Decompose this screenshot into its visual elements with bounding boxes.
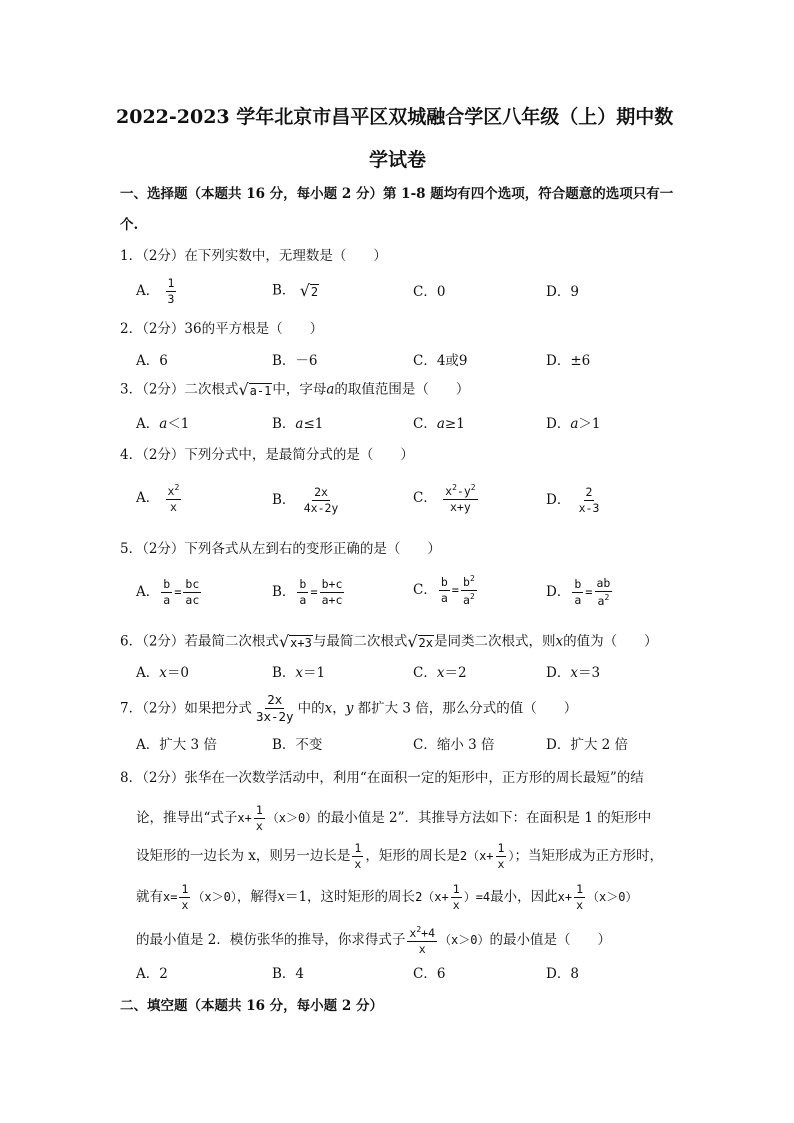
equals-sign: = <box>585 585 593 600</box>
stem-text: ，解得 <box>236 889 278 906</box>
variable: x <box>159 665 167 681</box>
term: +4 <box>421 926 436 940</box>
expression: ） <box>508 849 515 864</box>
variable: a <box>436 416 445 432</box>
q7-option-b: B．不变 <box>272 737 323 753</box>
numerator <box>461 574 477 591</box>
denominator: x <box>497 857 505 872</box>
option-label: B． <box>272 492 296 509</box>
q3-option-b <box>272 418 323 432</box>
stem-text: 就有 <box>136 889 163 906</box>
option-label: C． <box>413 416 437 432</box>
q7-stem <box>120 693 577 725</box>
stem-text: 是同类二次根式，则 <box>433 633 556 650</box>
section1-heading: 一、选择题（本题共 16 分，每小题 2 分）第 1-8 题均有四个选项，符合题意的选项只有一 <box>120 186 674 202</box>
option-text: ＝0 <box>166 665 189 681</box>
expression: 2（x+ <box>459 849 494 864</box>
exam-title-line1: 2022-2023 学年北京市昌平区双城融合学区八年级（上）期中数 <box>116 106 674 128</box>
radicand: 2x <box>418 635 433 650</box>
term: x <box>409 926 417 940</box>
q8-option-a: A．2 <box>136 966 168 982</box>
fraction <box>352 842 363 871</box>
option-label: C． <box>413 582 437 599</box>
denominator: x <box>181 898 189 913</box>
option-text: ＝2 <box>444 665 467 681</box>
stem-text: 的最小值是 2”．其推导方法如下：在面积是 1 的矩形中 <box>317 810 652 827</box>
radicand: x+3 <box>290 635 312 650</box>
expression: 2（x+ <box>415 890 449 905</box>
fraction <box>574 883 585 912</box>
option-label: B． <box>272 665 296 681</box>
denominator: a <box>163 593 171 608</box>
numerator: b <box>572 578 583 593</box>
denominator: x-3 <box>578 501 600 516</box>
q7-option-d: D．扩大 2 倍 <box>546 737 628 753</box>
fraction <box>320 578 345 607</box>
stem-text: 的最小值是（ ） <box>489 932 611 949</box>
q5-option-c <box>413 574 479 607</box>
q8-line1: 8．（2分）张华在一次数学活动中，利用“在面积一定的矩形中，正方形的周长最短”的结 <box>120 770 644 786</box>
denominator: 3 <box>167 292 175 307</box>
fraction <box>443 483 477 514</box>
stem-text: 设矩形的一边长为 x，则另一边长是 <box>136 848 351 865</box>
condition: （x＞0） <box>192 890 237 905</box>
term: a <box>463 593 470 608</box>
option-label: A． <box>136 665 160 681</box>
condition: （x＞0） <box>439 933 490 948</box>
variable: a <box>326 381 335 398</box>
condition: （x＞0） <box>587 890 638 905</box>
q2-option-b: B．－6 <box>272 353 318 369</box>
q8-line2 <box>136 804 651 833</box>
denominator: ac <box>185 593 200 608</box>
option-text: ≥1 <box>444 416 465 432</box>
numerator: bc <box>183 578 201 593</box>
denominator: x <box>354 857 362 872</box>
variable: x <box>277 889 285 906</box>
radicand: a-1 <box>249 383 272 398</box>
fraction <box>166 277 177 306</box>
denominator: 4x-2y <box>303 501 339 516</box>
variable: a <box>159 416 168 432</box>
exponent: 2 <box>470 483 476 492</box>
numerator: 1 <box>179 883 190 898</box>
term: x <box>167 484 175 498</box>
term: b <box>463 575 470 589</box>
equals-sign: = <box>451 583 460 598</box>
fraction <box>496 842 507 871</box>
numerator <box>166 483 182 500</box>
option-label: D． <box>546 584 571 601</box>
q6-option-d <box>546 667 600 681</box>
expression: x= <box>163 890 178 905</box>
q5-option-a <box>136 578 203 607</box>
denominator <box>461 591 477 607</box>
q3-option-c <box>413 418 465 432</box>
expression: x+ <box>557 890 573 905</box>
denominator: a <box>299 593 307 608</box>
denominator: a <box>440 591 448 606</box>
expression: x+ <box>237 811 252 826</box>
numerator: ab <box>595 577 613 592</box>
option-label: A． <box>136 416 160 432</box>
variable: x <box>436 665 445 681</box>
q2-option-c: C．4或9 <box>413 353 468 369</box>
stem-text: ＝1，这时矩形的周长 <box>284 889 416 906</box>
denominator: x <box>418 942 426 957</box>
fraction <box>297 578 308 607</box>
stem-text: 的值为（ ） <box>563 633 658 650</box>
numerator: 1 <box>254 804 265 819</box>
fraction <box>254 804 265 833</box>
numerator: b <box>439 576 450 591</box>
square-root: √ 2x <box>407 632 433 651</box>
q2-option-d: D．±6 <box>546 353 591 369</box>
denominator: x <box>169 500 177 515</box>
option-label: B． <box>272 584 296 601</box>
option-label: B． <box>272 416 296 432</box>
q8-option-c: C．6 <box>413 966 446 982</box>
square-root: √ x+3 <box>278 632 312 651</box>
stem-text: 的最小值是 2．模仿张华的推导，你求得式子 <box>136 932 406 949</box>
variable: y <box>345 700 354 717</box>
option-label: C． <box>413 490 437 507</box>
q1-option-b <box>272 283 319 299</box>
option-label: D． <box>546 416 571 432</box>
numerator: 2 <box>584 486 595 501</box>
q4-option-d <box>546 486 603 515</box>
expression: ）=4 <box>463 890 491 905</box>
q3-option-d <box>546 418 600 432</box>
numerator <box>407 925 437 942</box>
fraction <box>302 486 341 515</box>
stem-text: 的取值范围是（ ） <box>334 381 470 398</box>
section1-heading-cont: 个. <box>120 217 139 233</box>
fraction <box>179 883 190 912</box>
option-label: D． <box>546 665 571 681</box>
q5-option-d <box>546 577 614 608</box>
numerator: b <box>297 578 308 593</box>
option-label: C． <box>413 665 437 681</box>
denominator: x <box>576 898 584 913</box>
radicand: 2 <box>310 284 319 299</box>
stem-text: ，矩形的周长是 <box>365 848 460 865</box>
equals-sign: = <box>310 585 318 600</box>
q8-option-b: B．4 <box>272 966 305 982</box>
section2-heading: 二、填空题（本题共 16 分，每小题 2 分） <box>120 998 383 1014</box>
option-text: ＞1 <box>578 416 601 432</box>
option-text: ＝3 <box>577 665 601 681</box>
stem-text: ；当矩形成为正方形时， <box>514 848 663 865</box>
option-label: B． <box>272 282 296 299</box>
variable: x <box>295 665 304 681</box>
denominator <box>596 592 612 608</box>
numerator: 2x <box>265 693 284 709</box>
q8-line3 <box>136 842 663 871</box>
q1-option-c: C．0 <box>413 284 446 300</box>
q1-option-d: D．9 <box>546 284 579 300</box>
q6-stem <box>120 634 658 650</box>
term: a <box>597 594 605 609</box>
fraction <box>254 693 296 725</box>
variable: x <box>324 700 333 717</box>
q8-line5 <box>136 925 611 956</box>
fraction <box>595 577 613 608</box>
q3-option-a <box>136 418 189 432</box>
option-label: A． <box>136 490 160 507</box>
numerator: 2x <box>312 486 330 501</box>
term: x <box>445 484 453 498</box>
exam-title-line2: 学试卷 <box>369 149 427 171</box>
denominator: a+c <box>321 593 343 608</box>
exponent: 2 <box>604 593 610 603</box>
numerator: b+c <box>320 578 345 593</box>
option-text: ≤1 <box>303 416 324 432</box>
numerator: b <box>161 578 172 593</box>
fraction <box>572 578 583 607</box>
stem-text: 6．（2分）若最简二次根式 <box>120 633 279 650</box>
q4-option-b <box>272 486 342 515</box>
option-text: ＜1 <box>167 416 190 432</box>
q5-stem: 5．（2分）下列各式从左到右的变形正确的是（ ） <box>120 541 441 557</box>
term: -y <box>456 484 471 498</box>
numerator: 1 <box>352 842 363 857</box>
stem-text: 中，字母 <box>272 381 327 398</box>
square-root: √ a-1 <box>238 380 272 399</box>
fraction <box>461 574 477 607</box>
option-label: D． <box>546 492 571 509</box>
numerator: 1 <box>451 883 462 898</box>
exponent: 2 <box>469 574 475 583</box>
exponent: 2 <box>174 483 180 492</box>
q2-option-a: A．6 <box>136 353 168 369</box>
numerator: 1 <box>166 277 177 292</box>
denominator: x <box>255 819 263 834</box>
stem-text: 7．（2分）如果把分式 <box>120 700 252 717</box>
q6-option-a <box>136 667 189 681</box>
q4-option-c <box>413 483 480 514</box>
denominator: 3x-2y <box>255 709 294 725</box>
stem-text: 与最简二次根式 <box>312 633 408 650</box>
equals-sign: = <box>174 585 182 600</box>
q3-stem <box>120 382 469 398</box>
exponent: 2 <box>469 592 475 602</box>
denominator: x+y <box>449 500 471 515</box>
stem-text: 都扩大 3 倍，那么分式的值（ ） <box>353 700 578 717</box>
fraction <box>183 578 201 607</box>
q1-option-a <box>136 277 178 306</box>
exponent: 2 <box>452 483 457 492</box>
numerator: 1 <box>496 842 507 857</box>
numerator: 1 <box>574 883 585 898</box>
fraction <box>577 486 602 515</box>
fraction <box>451 883 462 912</box>
option-text: ＝1 <box>303 665 326 681</box>
q8-line4 <box>136 883 637 912</box>
fraction <box>161 578 172 607</box>
stem-text: 中的 <box>297 700 325 717</box>
square-root: √ 2 <box>299 281 319 300</box>
q8-option-d: D．8 <box>546 966 579 982</box>
variable: x <box>570 665 578 681</box>
q4-stem: 4．（2分）下列分式中，是最简分式的是（ ） <box>120 447 414 463</box>
q2-stem: 2．（2分）36的平方根是（ ） <box>120 321 324 337</box>
exponent: 2 <box>416 925 422 934</box>
variable: a <box>570 416 579 432</box>
stem-text: ， <box>332 700 346 717</box>
q5-option-b <box>272 578 346 607</box>
variable: a <box>295 416 304 432</box>
fraction <box>166 483 182 514</box>
fraction <box>439 576 450 605</box>
variable: x <box>555 633 564 650</box>
condition: （x＞0） <box>266 811 318 826</box>
stem-text: 论，推导出“式子 <box>136 810 238 827</box>
fraction <box>407 925 437 956</box>
q4-option-a <box>136 483 183 514</box>
numerator <box>443 483 477 500</box>
denominator: x <box>452 898 460 913</box>
stem-text: 3．（2分）二次根式 <box>120 381 239 398</box>
option-label: A． <box>136 584 160 601</box>
stem-text: 最小，因此 <box>490 889 558 906</box>
q6-option-c <box>413 667 467 681</box>
q7-option-c: C．缩小 3 倍 <box>413 737 495 753</box>
q6-option-b <box>272 667 325 681</box>
q7-option-a: A．扩大 3 倍 <box>136 737 217 753</box>
denominator: a <box>574 593 582 608</box>
q1-stem: 1．（2分）在下列实数中，无理数是（ ） <box>120 248 387 264</box>
option-label: A． <box>136 283 160 300</box>
